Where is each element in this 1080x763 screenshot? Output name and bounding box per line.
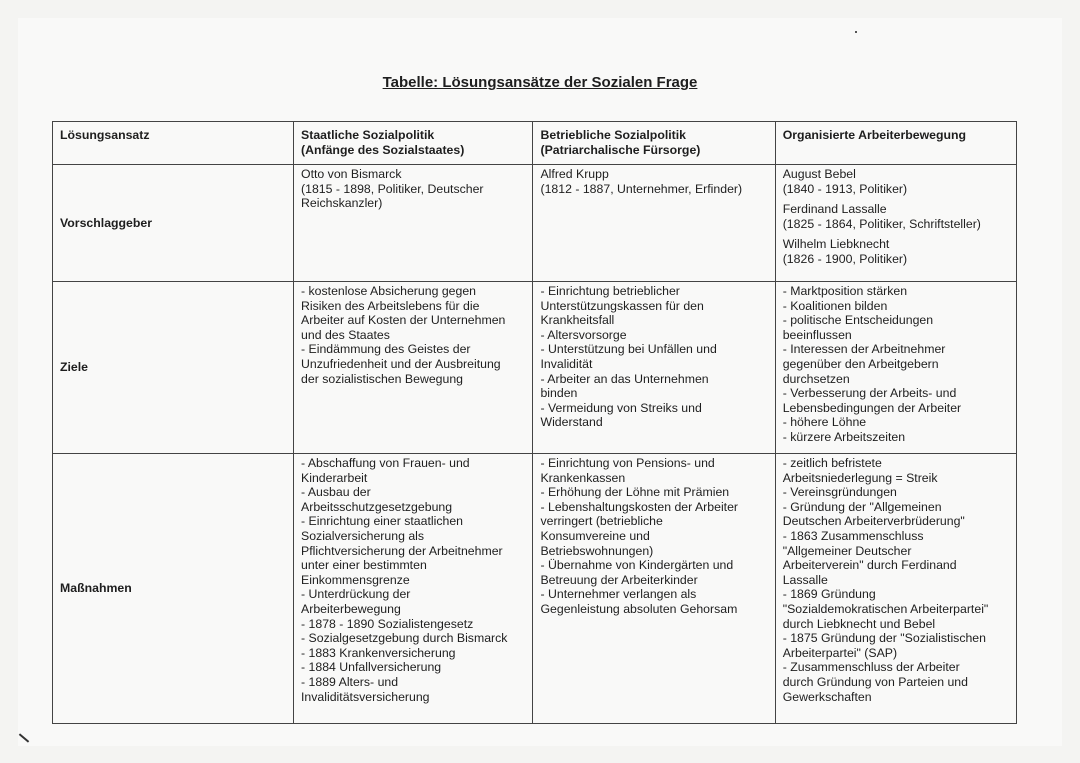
cell-line: Arbeiterverein" durch Ferdinand xyxy=(782,558,957,573)
cell-line: Krankenkassen xyxy=(540,470,626,485)
cell-line: Unterstützungskassen für den xyxy=(540,298,704,313)
cell-line: - Zusammenschluss der Arbeiter xyxy=(782,660,960,675)
cell-block xyxy=(540,456,768,617)
cell-block xyxy=(301,456,526,704)
solutions-table xyxy=(52,121,1017,724)
cell-line: - Verbesserung der Arbeits- und xyxy=(782,386,957,401)
cell-line: Wilhelm Liebknecht xyxy=(782,237,890,252)
cell-line: Arbeiterpartei" (SAP) xyxy=(782,645,898,660)
cell-line: - Koalitionen bilden xyxy=(782,298,888,313)
table-cell xyxy=(775,165,1016,282)
cell-line: - Erhöhung der Löhne mit Prämien xyxy=(540,485,730,500)
column-header xyxy=(775,122,1016,165)
cell-line: Betreuung der Arbeiterkinder xyxy=(540,572,698,587)
cell-line: - Einrichtung von Pensions- und xyxy=(540,456,715,470)
cell-line: - Unterdrückung der xyxy=(301,587,411,602)
cell-line: - 1875 Gründung der "Sozialistischen xyxy=(782,631,986,646)
cell-line: - Abschaffung von Frauen- und xyxy=(301,456,470,470)
cell-line: Invalidität xyxy=(540,356,593,371)
cell-line: gegenüber den Arbeitgebern xyxy=(782,356,939,371)
cell-line: Kinderarbeit xyxy=(301,470,368,485)
header-line: Betriebliche Sozialpolitik xyxy=(540,128,687,142)
cell-line: "Allgemeiner Deutscher xyxy=(782,543,912,558)
cell-line: - Einrichtung einer staatlichen xyxy=(301,514,464,529)
cell-line: durch Gründung von Parteien und xyxy=(782,674,968,689)
cell-line: - Lebenshaltungskosten der Arbeiter xyxy=(540,499,739,514)
table-cell xyxy=(775,454,1016,724)
cell-line: Alfred Krupp xyxy=(540,167,609,181)
column-header xyxy=(53,122,294,165)
cell-line: durch Liebknecht und Bebel xyxy=(782,616,936,631)
cell-line: - Vereinsgründungen xyxy=(782,485,897,500)
cell-line: - Sozialgesetzgebung durch Bismarck xyxy=(301,631,508,646)
cell-line: (1812 - 1887, Unternehmer, Erfinder) xyxy=(540,181,743,196)
cell-line: verringert (betriebliche xyxy=(540,514,663,529)
cell-line: - kostenlose Absicherung gegen xyxy=(301,284,477,298)
table-row xyxy=(53,282,1017,454)
table-cell xyxy=(533,282,775,454)
table-cell xyxy=(294,454,533,724)
cell-block xyxy=(540,284,768,430)
header-line: Staatliche Sozialpolitik xyxy=(301,128,435,142)
cell-line: Betriebswohnungen) xyxy=(540,543,654,558)
cell-line: - 1889 Alters- und xyxy=(301,674,399,689)
table-cell xyxy=(775,282,1016,454)
cell-line: Unzufriedenheit und der Ausbreitung xyxy=(301,356,501,371)
cell-block xyxy=(301,284,526,386)
row-label: Maßnahmen xyxy=(53,454,294,724)
cell-line: - Unternehmer verlangen als xyxy=(540,587,697,602)
cell-line: Arbeitsniederlegung = Streik xyxy=(782,470,938,485)
cell-line: - Übernahme von Kindergärten und xyxy=(540,558,734,573)
cell-line: Lassalle xyxy=(782,572,828,587)
header-line: Organisierte Arbeiterbewegung xyxy=(782,128,967,142)
row-label: Vorschlaggeber xyxy=(53,165,294,282)
cell-line: Arbeitsschutzgesetzgebung xyxy=(301,499,453,514)
cell-line: August Bebel xyxy=(782,167,856,181)
table-header-row xyxy=(53,122,1017,165)
cell-line: Reichskanzler) xyxy=(301,196,383,211)
row-label: Ziele xyxy=(53,282,294,454)
cell-block xyxy=(783,237,1010,266)
cell-block xyxy=(783,202,1010,231)
cell-line: - Unterstützung bei Unfällen und xyxy=(540,342,717,357)
cell-line: Pflichtversicherung der Arbeitnehmer xyxy=(301,543,503,558)
cell-line: Gewerkschaften xyxy=(782,689,872,704)
cell-line: Einkommensgrenze xyxy=(301,572,410,587)
scan-speck xyxy=(855,31,857,33)
cell-line: (1826 - 1900, Politiker) xyxy=(782,251,908,266)
table-row xyxy=(53,165,1017,282)
cell-block xyxy=(783,456,1010,704)
cell-line: - Marktposition stärken xyxy=(782,284,908,298)
cell-line: "Sozialdemokratischen Arbeiterpartei" xyxy=(782,601,989,616)
cell-line: Sozialversicherung als xyxy=(301,528,425,543)
cell-line: Lebensbedingungen der Arbeiter xyxy=(782,400,962,415)
cell-line: beeinflussen xyxy=(782,327,852,342)
header-line: (Patriarchalische Fürsorge) xyxy=(540,142,701,157)
cell-line: - Ausbau der xyxy=(301,485,371,500)
cell-line: Arbeiterbewegung xyxy=(301,601,401,616)
cell-line: Widerstand xyxy=(540,415,603,430)
cell-line: - Altersvorsorge xyxy=(540,327,627,342)
cell-line: der sozialistischen Bewegung xyxy=(301,371,464,386)
cell-line: Gegenleistung absoluten Gehorsam xyxy=(540,601,738,616)
cell-line: unter einer bestimmten xyxy=(301,558,427,573)
cell-line: binden xyxy=(540,386,578,401)
cell-line: Ferdinand Lassalle xyxy=(782,202,887,217)
cell-line: - 1863 Zusammenschluss xyxy=(782,528,924,543)
cell-line: und des Staates xyxy=(301,327,390,342)
column-header xyxy=(533,122,775,165)
cell-line: Deutschen Arbeiterverbrüderung" xyxy=(782,514,965,529)
cell-line: - 1883 Krankenversicherung xyxy=(301,645,456,660)
cell-line: - Arbeiter an das Unternehmen xyxy=(540,371,709,386)
cell-line: - 1869 Gründung xyxy=(782,587,876,602)
cell-line: (1815 - 1898, Politiker, Deutscher xyxy=(301,181,484,196)
document-title: Tabelle: Lösungsansätze der Sozialen Frage xyxy=(382,74,698,91)
cell-line: Konsumvereine und xyxy=(540,528,650,543)
cell-line: - kürzere Arbeitszeiten xyxy=(782,429,906,444)
table-row xyxy=(53,454,1017,724)
cell-line: - Interessen der Arbeitnehmer xyxy=(782,342,946,357)
cell-line: Invaliditätsversicherung xyxy=(301,689,430,704)
cell-line: - 1878 - 1890 Sozialistengesetz xyxy=(301,616,474,631)
cell-line: Risiken des Arbeitslebens für die xyxy=(301,298,480,313)
cell-block xyxy=(540,167,768,196)
cell-line: - höhere Löhne xyxy=(782,415,867,430)
cell-line: Arbeiter auf Kosten der Unternehmen xyxy=(301,313,506,328)
cell-line: - Eindämmung des Geistes der xyxy=(301,342,471,357)
header-line: Lösungsansatz xyxy=(60,128,150,142)
cell-line: (1825 - 1864, Politiker, Schriftsteller) xyxy=(782,216,981,231)
cell-line: - politische Entscheidungen xyxy=(782,313,934,328)
cell-line: Otto von Bismarck xyxy=(301,167,402,181)
table-cell xyxy=(294,165,533,282)
table-cell xyxy=(533,454,775,724)
cell-block xyxy=(783,284,1010,445)
header-line: (Anfänge des Sozialstaates) xyxy=(301,142,465,157)
cell-line: Krankheitsfall xyxy=(540,313,615,328)
cell-line: - Vermeidung von Streiks und xyxy=(540,400,702,415)
table-cell xyxy=(294,282,533,454)
cell-line: - zeitlich befristete xyxy=(782,456,882,470)
column-header xyxy=(294,122,533,165)
cell-block xyxy=(301,167,526,211)
cell-line: - Gründung der "Allgemeinen xyxy=(782,499,942,514)
cell-line: durchsetzen xyxy=(782,371,850,386)
cell-line: - 1884 Unfallversicherung xyxy=(301,660,442,675)
cell-line: (1840 - 1913, Politiker) xyxy=(782,181,908,196)
cell-line: - Einrichtung betrieblicher xyxy=(540,284,680,298)
table-cell xyxy=(533,165,775,282)
cell-block xyxy=(783,167,1010,196)
